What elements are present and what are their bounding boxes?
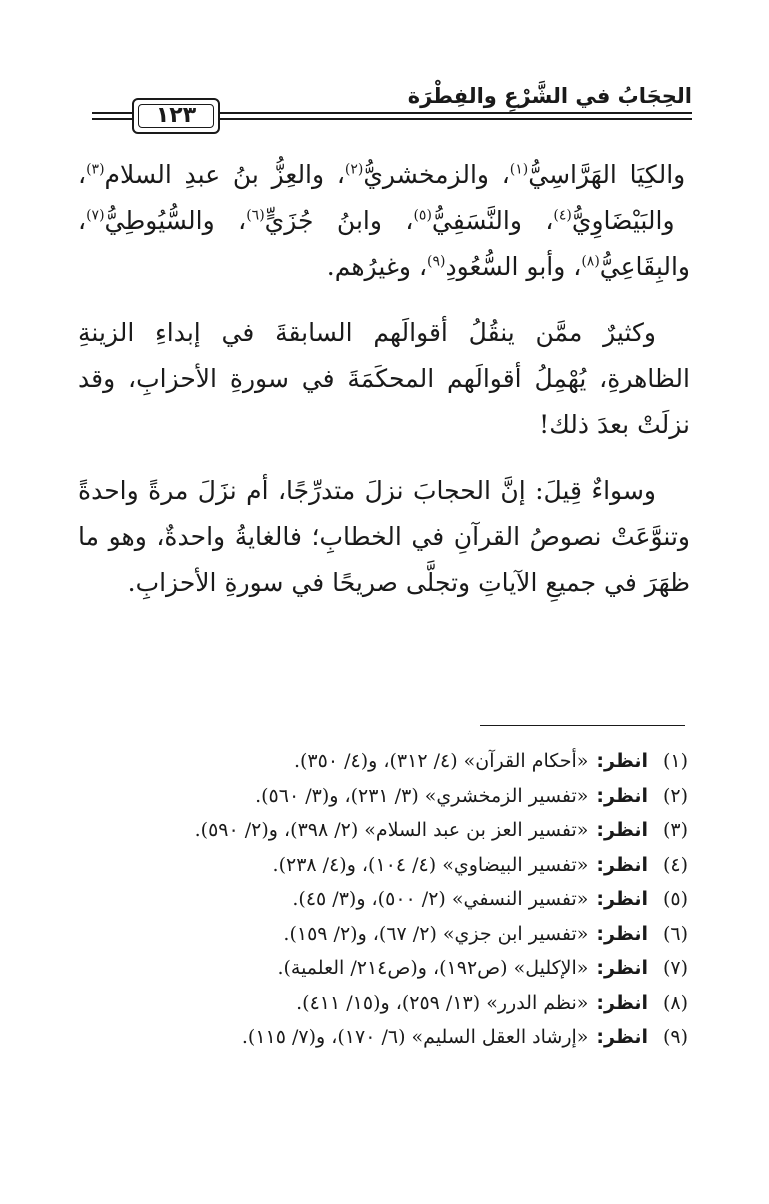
scholar-name: والكِيَا الهَرَّاسِيُّ$^{(١)}$، bbox=[488, 160, 686, 189]
page-number: ١٢٣ bbox=[155, 103, 197, 128]
footnote-text: «الإكليل» (ص١٩٢)، و(ص٢١٤/ العلمية). bbox=[277, 957, 589, 979]
scholar-name: والعِزُّ بنُ عبدِ السلام$^{(٣)}$، bbox=[78, 160, 325, 189]
header-rule bbox=[92, 112, 132, 114]
footnote-ref[interactable]: (٩) bbox=[427, 253, 446, 270]
footnote-ref[interactable]: (٨) bbox=[581, 253, 600, 270]
paragraph-scholars bbox=[78, 152, 690, 290]
paragraph-conclusion: وسواءٌ قِيلَ: إنَّ الحجابَ نزلَ متدرِّجًا، أم نزَلَ مرةً واحدةً وتنوَّعَتْ نصوصُ القرآنِ في الخطابِ؛ فالغايةُ واحدةٌ، وهو ما ظهَرَ في جميعِ الآياتِ وتجلَّى صريحًا في سورةِ الأحزابِ. bbox=[78, 476, 690, 597]
running-title: الحِجَابُ في الشَّرْعِ والفِطْرَة bbox=[407, 84, 692, 108]
header-rule bbox=[220, 112, 692, 114]
footnote-ref[interactable]: (٣) bbox=[86, 161, 105, 178]
scholar-name: وأبو السُّعُودِ$^{(٩)}$، bbox=[411, 252, 566, 281]
footnote bbox=[80, 882, 688, 917]
scholar-name: وابنُ جُزَيٍّ$^{(٦)}$، bbox=[214, 206, 382, 235]
footnote-label: انظر: bbox=[596, 819, 648, 841]
footnote-ref[interactable]: (٤) bbox=[553, 207, 572, 224]
page-header bbox=[92, 82, 692, 144]
footnote-label: انظر: bbox=[596, 750, 648, 772]
main-text bbox=[78, 152, 690, 606]
footnote-text: «تفسير ابن جزي» (٢/ ٦٧)، و(٢/ ١٥٩). bbox=[283, 922, 589, 945]
footnote-label: انظر: bbox=[596, 888, 648, 910]
footnote-text: «إرشاد العقل السليم» (٦/ ١٧٠)، و(٧/ ١١٥). bbox=[241, 1026, 589, 1048]
footnote-number: (٩) bbox=[662, 1026, 688, 1048]
footnote-number: (٢) bbox=[662, 784, 688, 807]
footnote-text: «تفسير العز بن عبد السلام» (٢/ ٣٩٨)، و(٢/ ٥٩٠). bbox=[194, 819, 589, 841]
footnote-number: (٥) bbox=[662, 888, 688, 910]
footnote bbox=[80, 917, 688, 952]
footnote-number: (٧) bbox=[662, 957, 688, 979]
footnote-label: انظر: bbox=[596, 922, 648, 945]
footnote-text: «تفسير البيضاوي» (٤/ ١٠٤)، و(٤/ ٢٣٨). bbox=[272, 853, 589, 876]
paragraph-citation-note: وكثيرٌ ممَّن ينقُلُ أقوالَهم السابقةَ في إبداءِ الزينةِ الظاهرةِ، يُهْمِلُ أقوالَهم المحكَمَةَ في سورةِ الأحزابِ، وقد نزلَتْ بعدَ ذلك! bbox=[78, 318, 690, 439]
scholar-name: والزمخشريُّ$^{(٢)}$، bbox=[324, 160, 489, 189]
header-rule bbox=[220, 118, 692, 120]
footnote-label: انظر: bbox=[596, 853, 648, 876]
footnote-ref[interactable]: (٢) bbox=[344, 161, 364, 178]
footnote bbox=[80, 986, 688, 1021]
footnote-label: انظر: bbox=[596, 957, 648, 979]
footnote-text: «نظم الدرر» (١٣/ ٢٥٩)، و(١٥/ ٤١١). bbox=[296, 991, 589, 1014]
scholar-name: والسُّيُوطِيُّ$^{(٧)}$، bbox=[78, 206, 215, 235]
footnote-text: «أحكام القرآن» (٤/ ٣١٢)، و(٤/ ٣٥٠). bbox=[293, 750, 589, 772]
footnote-label: انظر: bbox=[596, 1026, 648, 1048]
footnote bbox=[80, 951, 688, 986]
footnote-text: «تفسير الزمخشري» (٣/ ٢٣١)، و(٣/ ٥٦٠). bbox=[255, 784, 589, 807]
page-number-badge bbox=[132, 98, 220, 134]
scholar-name: والبَيْضَاوِيُّ$^{(٤)}$، bbox=[521, 206, 675, 235]
footnote-label: انظر: bbox=[596, 991, 648, 1014]
footnote-separator bbox=[480, 725, 685, 726]
footnote-number: (٦) bbox=[662, 922, 688, 945]
footnote bbox=[80, 779, 688, 814]
footnote-text: «تفسير النسفي» (٢/ ٥٠٠)، و(٣/ ٤٥). bbox=[292, 888, 589, 910]
scholar-name: والنَّسَفِيُّ$^{(٥)}$، bbox=[381, 206, 522, 235]
footnote bbox=[80, 1020, 688, 1055]
footnote-ref[interactable]: (٥) bbox=[413, 207, 432, 224]
footnote-ref[interactable]: (٧) bbox=[86, 207, 105, 224]
footnote-number: (٣) bbox=[662, 819, 688, 841]
footnote bbox=[80, 848, 688, 883]
footnote-label: انظر: bbox=[596, 784, 648, 807]
scholar-name: والبِقَاعِيُّ$^{(٨)}$، bbox=[565, 252, 690, 281]
footnote bbox=[80, 813, 688, 848]
header-rule bbox=[92, 118, 132, 120]
footnote-ref[interactable]: (٦) bbox=[246, 207, 265, 224]
footnote bbox=[80, 744, 688, 779]
footnote-number: (٨) bbox=[662, 991, 688, 1014]
footnote-number: (١) bbox=[662, 750, 688, 772]
footnote-number: (٤) bbox=[662, 853, 688, 876]
footnote-ref[interactable]: (١) bbox=[509, 161, 529, 178]
paragraph-ending: وغيرُهم. bbox=[326, 252, 412, 281]
footnotes bbox=[80, 744, 688, 1055]
